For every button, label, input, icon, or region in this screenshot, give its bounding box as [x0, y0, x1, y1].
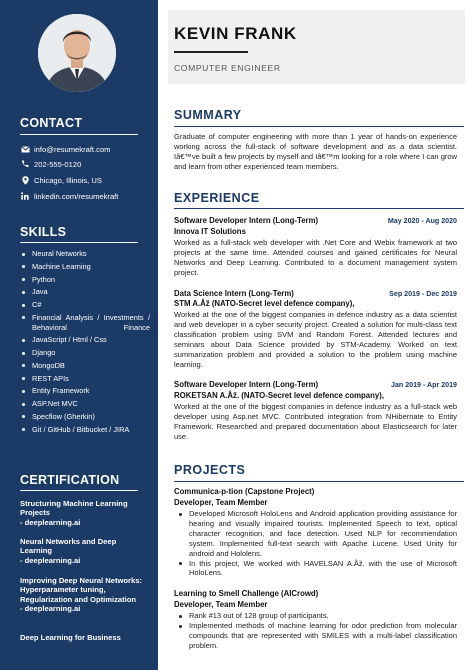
- project-title: Communica-p-tion (Capstone Project): [174, 487, 315, 496]
- list-item: Machine Learning: [20, 262, 145, 272]
- project-bullets: [174, 509, 457, 578]
- certification-title: Neural Networks and Deep Learning: [20, 537, 117, 556]
- contact-phone-text: 202-555-0120: [34, 159, 82, 169]
- contact-phone[interactable]: [20, 158, 81, 170]
- divider: [174, 51, 248, 53]
- phone-icon: [20, 159, 30, 169]
- experience-job-title: Software Developer Intern (Long-Term): [174, 380, 319, 389]
- divider: [20, 134, 138, 135]
- contact-linkedin-text: linkedin.com/resumekraft: [34, 191, 119, 201]
- list-item: Neural Networks: [20, 249, 145, 259]
- list-item: In this project, We worked with HAVELSAN A.Åž. with the use of Microsoft HoloLens.: [174, 559, 457, 579]
- linkedin-icon: [20, 191, 30, 201]
- contact-email[interactable]: [20, 143, 111, 155]
- experience-company: Innova IT Solutions: [174, 227, 246, 236]
- experience-description: Worked at the one of the biggest companies in defence industry as a full-stack web developer using Asp.net MVC. Contributed integration from NHibernate to Entity Framework. Researched and prepared documentation about Elasticsearch for later use.: [174, 402, 457, 441]
- list-item: Rank #13 out of 128 group of participants.: [174, 611, 457, 621]
- certification-title: Deep Learning for Business: [20, 633, 121, 642]
- list-item: Django: [20, 348, 145, 358]
- experience-description: Worked as a full-stack web developer with .Net Core and Webix framework at two projects at the same time. Attended courses and gained certificates for Neural Networks and Deep Learning. Contributed to a document management system project.: [174, 238, 457, 277]
- job-title: COMPUTER ENGINEER: [174, 63, 281, 73]
- certification-item: [20, 537, 145, 565]
- list-item: Developed Microsoft HoloLens and Android application providing assistance for hearing and visually impaired tourists. Implemented Speech to text, optical character recognition, and face detection. Used NLP for recommendation system. Implemented full-text search with Apache Lucene. Used Unity for android and Hololens.: [174, 509, 457, 559]
- certification-item: [20, 576, 145, 614]
- project-bullets: [174, 611, 457, 651]
- experience-company: ROKETSAN A.Åž. (NATO-Secret level defence company),: [174, 391, 384, 400]
- list-item: Git / GitHub / Bitbucket / JIRA: [20, 425, 145, 435]
- contact-location-text: Chicago, Illinois, US: [34, 175, 102, 185]
- experience-company: STM A.Åž (NATO-Secret level defence company),: [174, 299, 355, 308]
- summary-heading: SUMMARY: [174, 108, 242, 122]
- certification-source: - deeplearning.ai: [20, 604, 81, 614]
- list-item: Implemented methods of machine learning for odor prediction from molecular compounds that are represented with SMILES with a multi-label classification problem.: [174, 621, 457, 651]
- divider: [174, 208, 464, 209]
- profile-photo: [38, 14, 116, 92]
- contact-linkedin[interactable]: [20, 190, 118, 202]
- list-item: JavaScript / Html / Css: [20, 335, 145, 345]
- divider: [174, 481, 464, 482]
- certification-title: Improving Deep Neural Networks: Hyperparameter tuning, Regularization and Optimization: [20, 576, 142, 604]
- summary-text: Graduate of computer engineering with more than 1 year of hands-on experience working across the full-stack of software development and as a data scientist. Iâ€™ve built a few projects by myself and Iâ€™m looking for a role where I can grow and learn from other experienced team members.: [174, 132, 457, 171]
- sidebar: [0, 0, 158, 670]
- projects-heading: PROJECTS: [174, 463, 246, 477]
- project-role: Developer, Team Member: [174, 600, 268, 609]
- person-name: KEVIN FRANK: [174, 24, 297, 43]
- envelope-icon: [20, 144, 30, 154]
- list-item: Entity Framework: [20, 386, 145, 396]
- experience-dates: May 2020 - Aug 2020: [387, 217, 457, 225]
- skills-list: [20, 249, 150, 438]
- divider: [20, 490, 138, 491]
- divider: [20, 242, 138, 243]
- project-role: Developer, Team Member: [174, 498, 268, 507]
- list-item: Python: [20, 275, 145, 285]
- certification-item: [20, 633, 145, 642]
- certification-source: - deeplearning.ai: [20, 517, 81, 527]
- experience-heading: EXPERIENCE: [174, 191, 260, 205]
- list-item: MongoDB: [20, 361, 145, 371]
- certification-source: - deeplearning.ai: [20, 555, 81, 565]
- contact-location: [20, 174, 102, 186]
- contact-email-text: info@resumekraft.com: [34, 144, 111, 154]
- skills-heading: SKILLS: [20, 225, 67, 239]
- certification-title: Structuring Machine Learning Projects: [20, 499, 128, 518]
- list-item: Java: [20, 287, 145, 297]
- experience-dates: Jan 2019 - Apr 2019: [391, 381, 457, 389]
- project-title: Learning to Smell Challenge (AICrowd): [174, 589, 319, 598]
- list-item: C#: [20, 300, 145, 310]
- experience-job-title: Data Science Intern (Long-Term): [174, 289, 294, 298]
- contact-heading: CONTACT: [20, 116, 83, 130]
- certification-item: [20, 499, 145, 527]
- location-pin-icon: [20, 175, 30, 185]
- list-item: Financial Analysis / Investments / Behavioral Finance: [20, 313, 145, 332]
- experience-dates: Sep 2019 - Dec 2019: [389, 290, 457, 298]
- list-item: REST APIs: [20, 374, 145, 384]
- certification-heading: CERTIFICATION: [20, 473, 120, 487]
- experience-job-title: Software Developer Intern (Long-Term): [174, 216, 319, 225]
- list-item: Specflow (Gherkin): [20, 412, 145, 422]
- divider: [174, 126, 464, 127]
- experience-description: Worked at the one of the biggest companies in defence industry as a data scientist and web developer in a cyber security project. Created a solution for multi-class text classification problem using SVM and Random Forest. Attended lectures and seminars about Data Science provided by STM-Academy. Worked on text summarization problem and provided a solution to the problem using machine learning.: [174, 310, 457, 369]
- list-item: ASP.Net MVC: [20, 399, 145, 409]
